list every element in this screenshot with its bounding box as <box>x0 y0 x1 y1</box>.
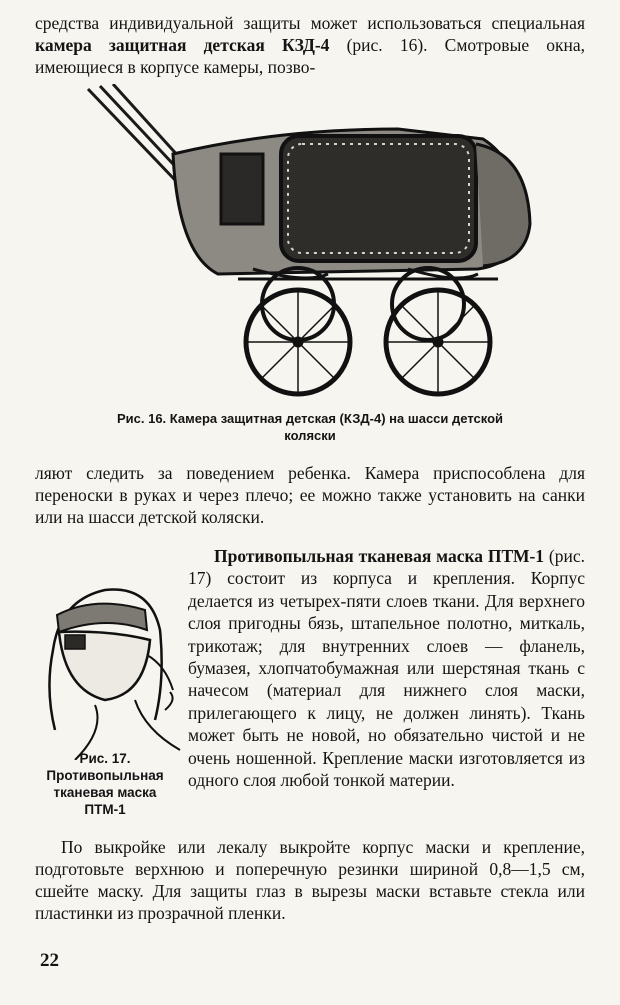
paragraph-middle: ляют следить за поведением ребенка. Камера приспособлена для переноски в руках и через плечо; ее можно также установить на санки или на шасси детской коляски. <box>35 463 585 527</box>
mask-ptm1-illustration <box>35 570 185 760</box>
bold-term-kzd4: камера защитная детская КЗД-4 <box>35 35 330 55</box>
bold-term-ptm1: Противопыльная тканевая маска ПТМ-1 <box>214 546 545 566</box>
stroller-chamber-illustration <box>78 84 548 402</box>
paragraph-bottom: По выкройке или лекалу выкройте корпус маски и крепление, подготовьте верхнюю и поперечную резинки шириной 0,8—1,5 см, сшейте маску. Для защиты глаз в вырезы маски вставьте стекла или пластинки из прозрачной пленки. <box>35 837 585 923</box>
paragraph-top <box>35 12 585 78</box>
text-segment: средства индивидуальной защиты может использоваться специальная <box>35 13 585 33</box>
text-segment: (рис. 17) состоит из корпуса и крепления. Корпус делается из четырех-пяти слоев ткани. Для верхнего слоя пригодны бязь, штапельное полотно, миткаль, трикотаж; для внутренних слоев — фланель, бумазея, хлопчатобумажная или шерстяная ткань с начесом (материал для нижнего слоя маски, прилегающего к лицу, не должен линять). Ткань может быть не новой, но обязательно чистой и не очень ношенной. Крепление маски изготовляется из одного слоя любой тонкой материи. <box>188 546 585 791</box>
figure-16-caption: Рис. 16. Камера защитная детская (КЗД-4) на шасси детской коляски <box>116 411 504 443</box>
paragraph-mask <box>188 545 585 791</box>
text-segment: (рис. 16). Смотровые окна, имеющиеся в корпусе камеры, позво- <box>35 35 585 77</box>
page-number: 22 <box>40 950 59 971</box>
figure-17-caption: Рис. 17. Противопыльная тканевая маска ПТМ-1 <box>46 751 164 817</box>
